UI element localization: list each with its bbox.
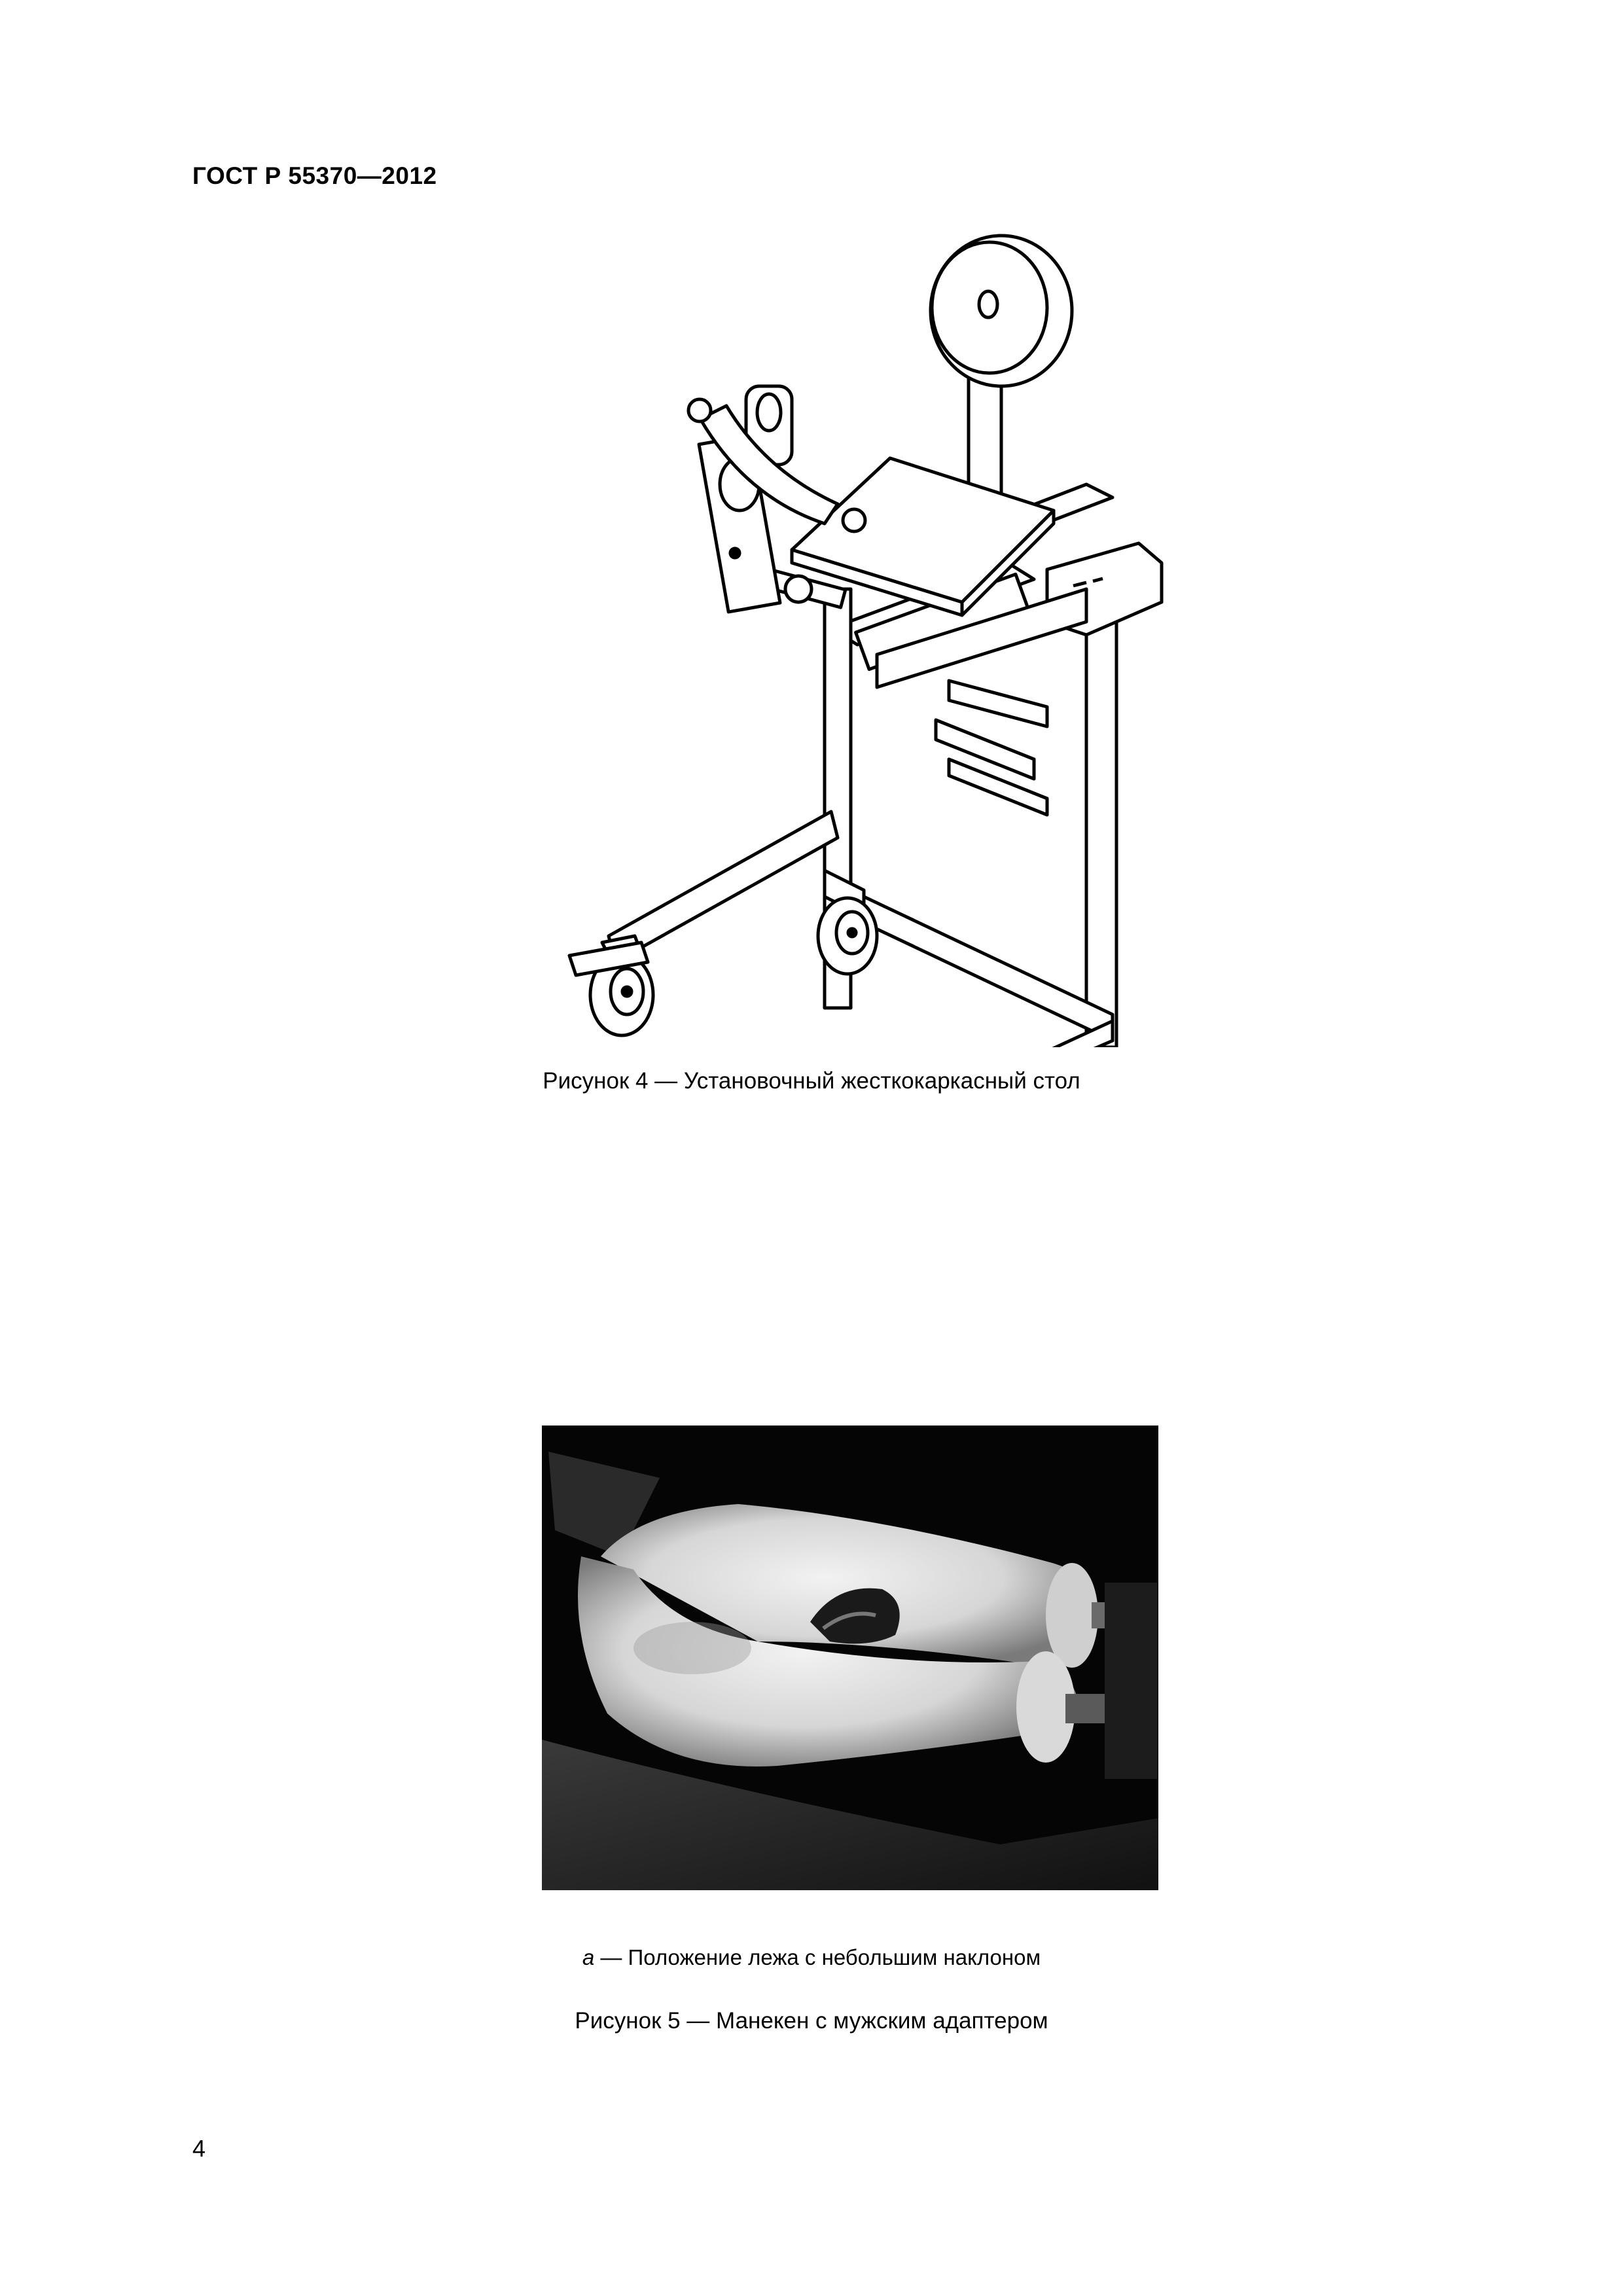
subcaption-text: — Положение лежа с небольшим наклоном xyxy=(594,1945,1041,1969)
caster-front-left xyxy=(569,942,653,1035)
figure-5-mannequin-photo xyxy=(542,1426,1158,1890)
figure-4-table-drawing xyxy=(550,223,1165,1047)
figure-5-subcaption xyxy=(0,1945,1623,1970)
subcaption-letter: а xyxy=(582,1945,595,1969)
figure-4-caption: Рисунок 4 — Установочный жесткокаркасный стол xyxy=(543,1068,1080,1094)
document-header: ГОСТ Р 55370—2012 xyxy=(192,162,437,189)
caster-center-left xyxy=(818,898,877,974)
figure-5-caption: Рисунок 5 — Манекен с мужским адаптером xyxy=(575,2008,1048,2034)
page-number: 4 xyxy=(192,2135,206,2162)
